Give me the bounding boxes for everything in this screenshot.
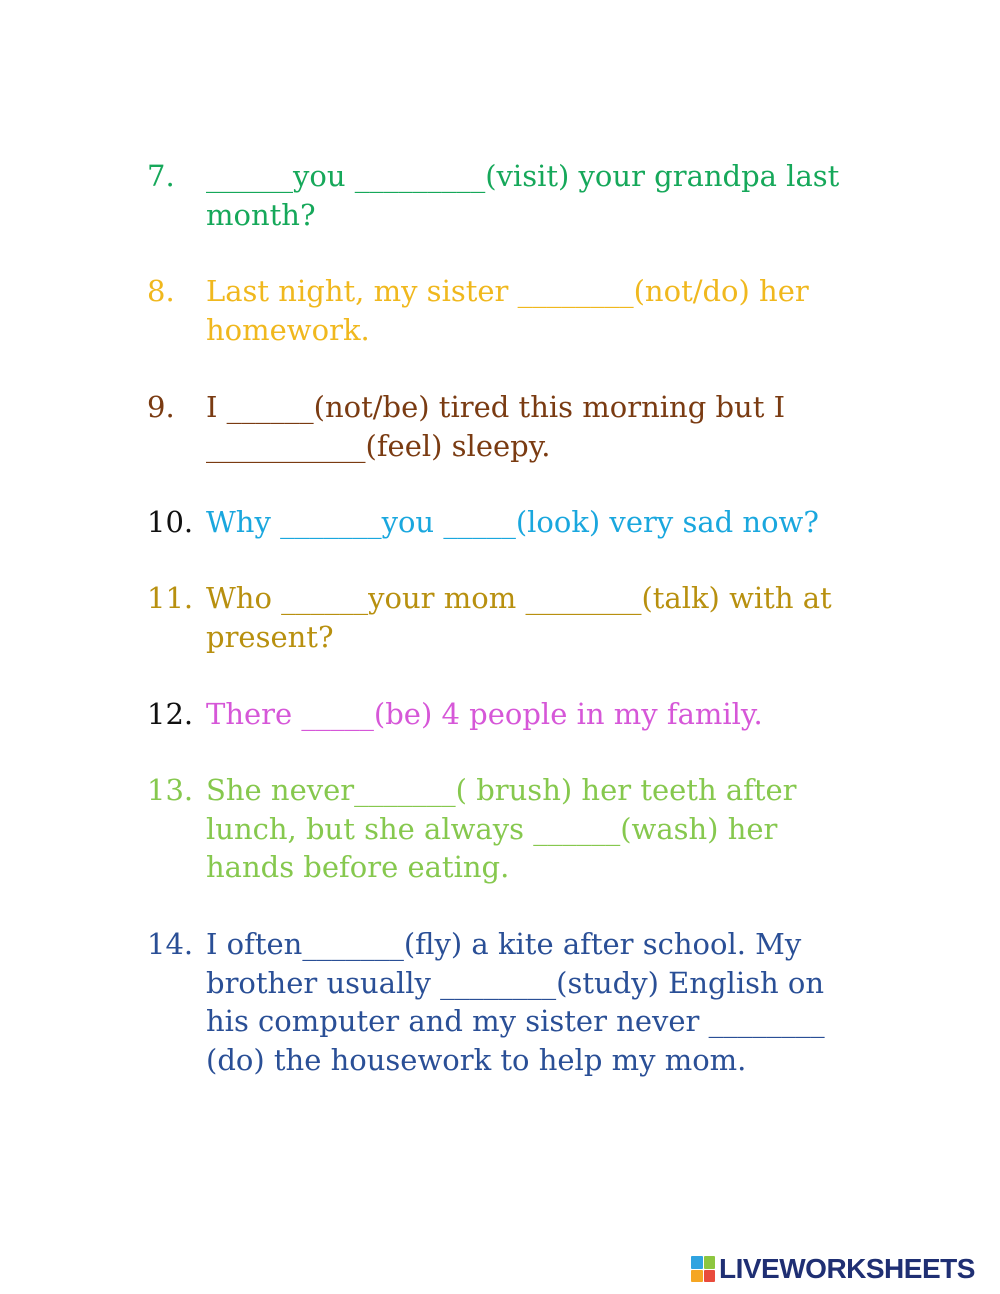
question-text: Why _______you _____(look) very sad now? — [206, 505, 819, 539]
question-14 — [147, 925, 825, 1079]
question-text: Who ______your mom ________(talk) with at present? — [206, 581, 832, 654]
question-number: 7. — [147, 159, 175, 193]
question-12 — [147, 695, 763, 734]
question-text: I often_______(fly) a kite after school. My brother usually ________(study) English on his computer and my sister never ________ (do) the housework to help my mom. — [206, 927, 825, 1077]
question-number: 13. — [147, 773, 194, 807]
question-10 — [147, 503, 819, 542]
question-13 — [147, 771, 797, 887]
logo-block — [704, 1270, 716, 1283]
question-11 — [147, 579, 832, 656]
question-8 — [147, 272, 809, 349]
question-number: 14. — [147, 927, 194, 961]
logo-block — [691, 1270, 703, 1283]
question-7 — [147, 157, 839, 234]
question-number: 10. — [147, 505, 194, 539]
question-text: There _____(be) 4 people in my family. — [206, 697, 763, 731]
question-number: 11. — [147, 581, 194, 615]
question-number: 12. — [147, 697, 194, 731]
question-text: Last night, my sister ________(not/do) her homework. — [206, 274, 809, 347]
question-number: 8. — [147, 274, 175, 308]
liveworksheets-logo — [691, 1252, 975, 1286]
logo-block — [691, 1256, 703, 1269]
question-text: She never_______( brush) her teeth after lunch, but she always ______(wash) her hands before eating. — [206, 773, 797, 884]
question-text: ______you _________(visit) your grandpa last month? — [206, 159, 840, 232]
question-9 — [147, 388, 785, 465]
question-text: I ______(not/be) tired this morning but I ___________(feel) sleepy. — [206, 390, 786, 463]
logo-text: LIVEWORKSHEETS — [719, 1253, 975, 1284]
question-number: 9. — [147, 390, 175, 424]
logo-block — [704, 1256, 716, 1269]
logo-blocks-icon — [691, 1256, 715, 1282]
